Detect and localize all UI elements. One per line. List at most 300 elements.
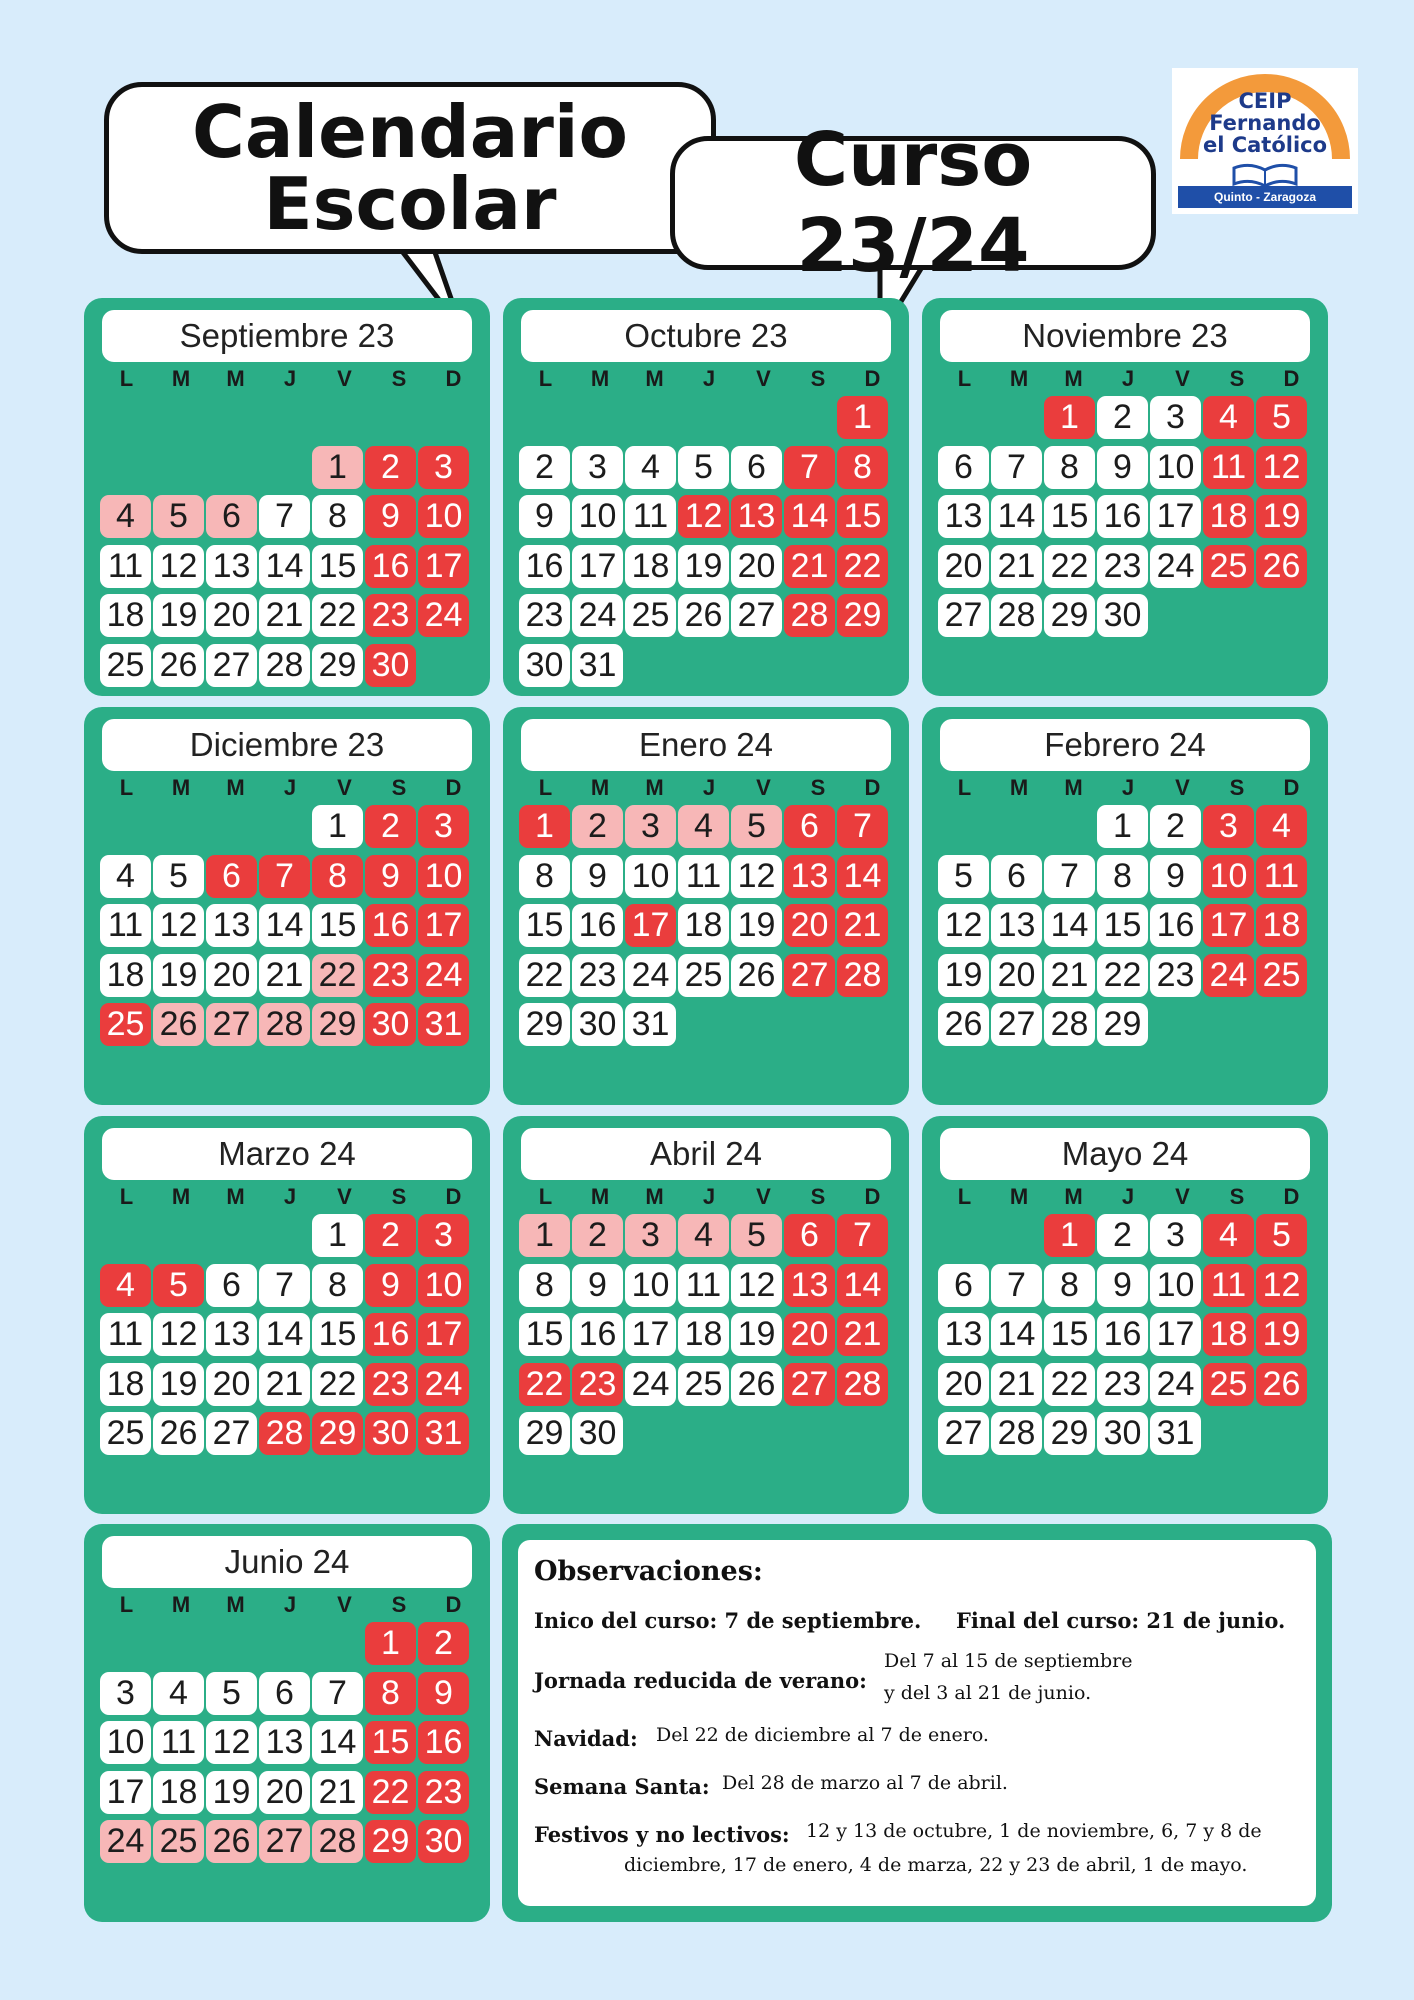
weekday-label: L (538, 1184, 553, 1209)
holiday-day-cell: 30 (365, 644, 416, 687)
month-title: Enero 24 (521, 719, 891, 771)
holiday-day-cell: 13 (784, 855, 835, 898)
empty-day-cell (731, 396, 782, 439)
empty-day-cell (1256, 594, 1307, 637)
empty-day-cell (784, 644, 835, 687)
day-cell: 18 (153, 1771, 204, 1814)
day-cell: 3 (100, 1672, 151, 1715)
logo-line-1: CEIP (1238, 89, 1292, 113)
holiday-day-cell: 26 (1256, 545, 1307, 588)
day-cell: 22 (312, 1363, 363, 1406)
day-cell: 2 (1150, 805, 1201, 848)
month-title: Mayo 24 (940, 1128, 1310, 1180)
day-cell: 12 (153, 545, 204, 588)
weekday-label: S (1229, 775, 1245, 800)
reduced-day-cell: 27 (206, 1003, 257, 1046)
day-cell: 12 (206, 1721, 257, 1764)
observations-panel (502, 1524, 1332, 1922)
empty-day-cell (678, 1412, 729, 1455)
weekday-label: M (1009, 1184, 1029, 1209)
holiday-day-cell: 14 (837, 1264, 888, 1307)
holiday-day-cell: 10 (418, 855, 469, 898)
holiday-day-cell: 19 (1256, 495, 1307, 538)
empty-day-cell (153, 1214, 204, 1257)
reduced-day-cell: 3 (625, 1214, 676, 1257)
day-cell: 3 (1150, 1214, 1201, 1257)
holiday-day-cell: 26 (1256, 1363, 1307, 1406)
empty-day-cell (519, 396, 570, 439)
holiday-day-cell: 5 (1256, 396, 1307, 439)
holiday-day-cell: 21 (784, 545, 835, 588)
reduced-day-cell: 2 (572, 1214, 623, 1257)
reduced-day-cell: 27 (259, 1820, 310, 1863)
day-cell: 28 (991, 1412, 1042, 1455)
reduced-day-cell: 28 (259, 1003, 310, 1046)
holiday-day-cell: 9 (365, 855, 416, 898)
weekday-label: D (1283, 775, 1300, 800)
day-cell: 28 (259, 644, 310, 687)
day-cell: 22 (1044, 545, 1095, 588)
day-cell: 20 (206, 1363, 257, 1406)
holiday-day-cell: 4 (100, 1264, 151, 1307)
reduced-day-cell: 25 (153, 1820, 204, 1863)
weekday-label: S (1229, 366, 1245, 391)
day-cell: 11 (678, 855, 729, 898)
easter-label: Semana Santa: (534, 1774, 710, 1799)
day-cell: 25 (678, 1363, 729, 1406)
weekday-label: M (226, 775, 245, 800)
day-cell: 20 (731, 545, 782, 588)
day-cell: 8 (1097, 855, 1148, 898)
day-grid (519, 805, 897, 1046)
holiday-day-cell: 9 (365, 1264, 416, 1307)
weekday-label: L (538, 366, 553, 391)
day-cell: 21 (1044, 954, 1095, 997)
weekday-label: V (756, 1184, 771, 1209)
reduced-day-cell: 22 (312, 954, 363, 997)
day-cell: 17 (100, 1771, 151, 1814)
empty-day-cell (837, 1003, 888, 1046)
holiday-day-cell: 4 (1203, 1214, 1254, 1257)
holiday-day-cell: 16 (418, 1721, 469, 1764)
empty-day-cell (259, 1214, 310, 1257)
day-grid (938, 396, 1316, 637)
day-cell: 6 (991, 855, 1042, 898)
holiday-day-cell: 25 (1203, 1363, 1254, 1406)
day-cell: 26 (153, 1412, 204, 1455)
day-cell: 15 (312, 545, 363, 588)
weekday-label: S (810, 775, 826, 800)
weekday-header (938, 1184, 1316, 1210)
holiday-day-cell: 3 (418, 446, 469, 489)
holiday-day-cell: 18 (1203, 1313, 1254, 1356)
day-cell: 18 (678, 904, 729, 947)
day-cell: 10 (572, 495, 623, 538)
day-cell: 26 (731, 1363, 782, 1406)
course-bubble (670, 117, 1156, 289)
empty-day-cell (259, 1622, 310, 1665)
weekday-label: M (590, 775, 610, 800)
empty-day-cell (153, 1622, 204, 1665)
day-cell: 26 (731, 954, 782, 997)
empty-day-cell (100, 396, 151, 439)
weekday-label: D (864, 1184, 881, 1209)
day-cell: 24 (1150, 1363, 1201, 1406)
month-title: Diciembre 23 (102, 719, 472, 771)
day-cell: 15 (519, 904, 570, 947)
day-cell: 21 (259, 954, 310, 997)
day-cell: 22 (1097, 954, 1148, 997)
day-cell: 25 (678, 954, 729, 997)
day-cell: 29 (1044, 1412, 1095, 1455)
day-cell: 10 (100, 1721, 151, 1764)
holiday-day-cell: 21 (837, 1313, 888, 1356)
day-cell: 15 (312, 1313, 363, 1356)
weekday-label: V (337, 366, 352, 391)
holiday-day-cell: 16 (365, 904, 416, 947)
day-cell: 26 (153, 644, 204, 687)
holiday-day-cell: 20 (784, 904, 835, 947)
day-cell: 12 (938, 904, 989, 947)
holiday-day-cell: 4 (1256, 805, 1307, 848)
weekday-label: L (119, 1184, 134, 1209)
holiday-day-cell: 11 (1203, 1264, 1254, 1307)
holiday-day-cell: 23 (365, 1363, 416, 1406)
holiday-day-cell: 25 (1203, 545, 1254, 588)
reduced-day-cell: 26 (153, 1003, 204, 1046)
weekday-label: V (337, 1592, 352, 1617)
weekday-header (100, 1184, 478, 1210)
empty-day-cell (418, 644, 469, 687)
observations-title: Observaciones: (534, 1556, 763, 1587)
day-cell: 15 (1044, 495, 1095, 538)
holiday-day-cell: 19 (1256, 1313, 1307, 1356)
holiday-day-cell: 23 (418, 1771, 469, 1814)
day-cell: 17 (572, 545, 623, 588)
day-cell: 21 (991, 1363, 1042, 1406)
day-grid (100, 1622, 478, 1863)
day-cell: 26 (938, 1003, 989, 1046)
month-title: Septiembre 23 (102, 310, 472, 362)
weekday-label: M (171, 1592, 191, 1617)
holiday-day-cell: 17 (1203, 904, 1254, 947)
holiday-day-cell: 7 (259, 855, 310, 898)
reduced-hours-label: Jornada reducida de verano: (534, 1668, 867, 1693)
day-cell: 11 (625, 495, 676, 538)
weekday-label: M (1009, 366, 1029, 391)
holiday-day-cell: 27 (784, 954, 835, 997)
holiday-day-cell: 8 (365, 1672, 416, 1715)
holiday-day-cell: 3 (1203, 805, 1254, 848)
day-cell: 19 (153, 954, 204, 997)
weekday-label: J (283, 366, 297, 391)
empty-day-cell (153, 396, 204, 439)
course-end: Final del curso: 21 de junio. (956, 1608, 1286, 1633)
holidays-line-1: 12 y 13 de octubre, 1 de noviembre, 6, 7 y 8 de (806, 1820, 1262, 1842)
empty-day-cell (991, 805, 1042, 848)
reduced-day-cell: 1 (519, 1214, 570, 1257)
empty-day-cell (206, 805, 257, 848)
day-cell: 9 (572, 1264, 623, 1307)
day-cell: 11 (100, 1313, 151, 1356)
day-cell: 6 (259, 1672, 310, 1715)
day-cell: 22 (312, 594, 363, 637)
day-cell: 7 (312, 1672, 363, 1715)
month-title: Octubre 23 (521, 310, 891, 362)
holidays-line-2: diciembre, 17 de enero, 4 de marza, 22 y 23 de abril, 1 de mayo. (624, 1854, 1248, 1876)
day-cell: 2 (1097, 396, 1148, 439)
empty-day-cell (206, 396, 257, 439)
day-cell: 1 (312, 1214, 363, 1257)
holiday-day-cell: 6 (784, 805, 835, 848)
day-cell: 16 (1150, 904, 1201, 947)
holiday-day-cell: 23 (365, 594, 416, 637)
day-cell: 17 (1150, 495, 1201, 538)
weekday-header (519, 775, 897, 801)
month-title: Marzo 24 (102, 1128, 472, 1180)
weekday-label: L (957, 366, 972, 391)
day-cell: 18 (625, 545, 676, 588)
day-cell: 5 (678, 446, 729, 489)
holiday-day-cell: 28 (837, 954, 888, 997)
weekday-label: S (391, 1184, 407, 1209)
weekday-label: J (283, 1184, 297, 1209)
month-panel (922, 1116, 1328, 1514)
weekday-label: J (1121, 366, 1135, 391)
holiday-day-cell: 17 (418, 545, 469, 588)
day-cell: 14 (259, 1313, 310, 1356)
day-cell: 31 (625, 1003, 676, 1046)
day-cell: 30 (1097, 594, 1148, 637)
empty-day-cell (206, 1622, 257, 1665)
day-cell: 8 (519, 1264, 570, 1307)
empty-day-cell (100, 1622, 151, 1665)
logo-location-band: Quinto - Zaragoza (1178, 186, 1352, 208)
holiday-day-cell: 12 (1256, 446, 1307, 489)
holiday-day-cell: 25 (100, 1003, 151, 1046)
day-cell: 11 (678, 1264, 729, 1307)
month-panel (503, 707, 909, 1105)
weekday-label: J (702, 775, 716, 800)
holiday-day-cell: 5 (153, 1264, 204, 1307)
empty-day-cell (259, 805, 310, 848)
title-line-2: Escolar (263, 162, 557, 246)
holiday-day-cell: 5 (1256, 1214, 1307, 1257)
holiday-day-cell: 14 (837, 855, 888, 898)
day-cell: 12 (153, 904, 204, 947)
holiday-day-cell: 28 (784, 594, 835, 637)
day-cell: 24 (625, 1363, 676, 1406)
empty-day-cell (731, 1412, 782, 1455)
day-cell: 7 (991, 1264, 1042, 1307)
day-cell: 10 (1150, 446, 1201, 489)
weekday-label: V (1175, 775, 1190, 800)
day-cell: 14 (312, 1721, 363, 1764)
christmas-label: Navidad: (534, 1726, 638, 1751)
day-cell: 9 (572, 855, 623, 898)
day-grid (938, 805, 1316, 1046)
holiday-day-cell: 16 (365, 545, 416, 588)
holiday-day-cell: 3 (418, 1214, 469, 1257)
holiday-day-cell: 11 (1256, 855, 1307, 898)
day-cell: 2 (519, 446, 570, 489)
weekday-label: M (1064, 366, 1083, 391)
day-grid (519, 396, 897, 687)
observations-card (518, 1540, 1316, 1906)
day-cell: 23 (572, 954, 623, 997)
empty-day-cell (572, 396, 623, 439)
easter-value: Del 28 de marzo al 7 de abril. (722, 1772, 1008, 1794)
holidays-label: Festivos y no lectivos: (534, 1822, 790, 1847)
empty-day-cell (678, 644, 729, 687)
day-cell: 22 (1044, 1363, 1095, 1406)
reduced-day-cell: 2 (572, 805, 623, 848)
day-cell: 8 (519, 855, 570, 898)
empty-day-cell (1203, 1412, 1254, 1455)
logo-line-3: el Católico (1202, 133, 1328, 157)
holiday-day-cell: 23 (572, 1363, 623, 1406)
day-cell: 4 (100, 855, 151, 898)
weekday-label: L (119, 1592, 134, 1617)
day-cell: 25 (100, 644, 151, 687)
reduced-day-cell: 26 (206, 1820, 257, 1863)
day-cell: 12 (731, 855, 782, 898)
weekday-header (938, 775, 1316, 801)
day-cell: 21 (991, 545, 1042, 588)
day-cell: 17 (1150, 1313, 1201, 1356)
weekday-label: J (283, 775, 297, 800)
day-grid (938, 1214, 1316, 1455)
holiday-day-cell: 24 (1203, 954, 1254, 997)
empty-day-cell (1044, 805, 1095, 848)
day-cell: 6 (938, 446, 989, 489)
empty-day-cell (1150, 1003, 1201, 1046)
holiday-day-cell: 10 (1203, 855, 1254, 898)
day-cell: 3 (572, 446, 623, 489)
day-cell: 13 (938, 1313, 989, 1356)
weekday-label: D (864, 775, 881, 800)
holiday-day-cell: 9 (365, 495, 416, 538)
day-cell: 24 (572, 594, 623, 637)
weekday-label: V (756, 366, 771, 391)
month-panel (503, 1116, 909, 1514)
empty-day-cell (731, 1003, 782, 1046)
holiday-day-cell: 30 (365, 1003, 416, 1046)
reduced-day-cell: 5 (153, 495, 204, 538)
day-cell: 18 (100, 594, 151, 637)
school-logo (1172, 68, 1358, 214)
month-panel (922, 707, 1328, 1105)
holiday-day-cell: 28 (837, 1363, 888, 1406)
empty-day-cell (1203, 1003, 1254, 1046)
holiday-day-cell: 1 (365, 1622, 416, 1665)
empty-day-cell (991, 1214, 1042, 1257)
day-cell: 19 (678, 545, 729, 588)
empty-day-cell (206, 1214, 257, 1257)
weekday-label: V (756, 775, 771, 800)
holiday-day-cell: 2 (365, 1214, 416, 1257)
holiday-day-cell: 1 (1044, 396, 1095, 439)
day-cell: 27 (938, 1412, 989, 1455)
holiday-day-cell: 10 (418, 1264, 469, 1307)
holiday-day-cell: 30 (418, 1820, 469, 1863)
holiday-day-cell: 1 (519, 805, 570, 848)
empty-day-cell (100, 446, 151, 489)
weekday-header (100, 775, 478, 801)
day-cell: 21 (259, 1363, 310, 1406)
holiday-day-cell: 15 (365, 1721, 416, 1764)
empty-day-cell (784, 1003, 835, 1046)
day-cell: 14 (259, 545, 310, 588)
day-cell: 2 (1097, 1214, 1148, 1257)
day-cell: 27 (206, 644, 257, 687)
day-cell: 6 (938, 1264, 989, 1307)
holiday-day-cell: 17 (625, 904, 676, 947)
day-cell: 19 (153, 1363, 204, 1406)
day-cell: 28 (1044, 1003, 1095, 1046)
holiday-day-cell: 15 (837, 495, 888, 538)
holiday-day-cell: 2 (418, 1622, 469, 1665)
day-cell: 20 (938, 1363, 989, 1406)
weekday-label: S (391, 1592, 407, 1617)
day-cell: 6 (731, 446, 782, 489)
holiday-day-cell: 29 (312, 1412, 363, 1455)
day-cell: 7 (259, 1264, 310, 1307)
day-cell: 13 (938, 495, 989, 538)
month-panel (503, 298, 909, 696)
weekday-label: M (1009, 775, 1029, 800)
weekday-label: S (391, 366, 407, 391)
day-cell: 31 (572, 644, 623, 687)
weekday-label: M (171, 1184, 191, 1209)
day-cell: 20 (938, 545, 989, 588)
holiday-day-cell: 11 (1203, 446, 1254, 489)
day-cell: 29 (1044, 594, 1095, 637)
empty-day-cell (100, 1214, 151, 1257)
day-cell: 18 (100, 1363, 151, 1406)
day-cell: 8 (312, 495, 363, 538)
empty-day-cell (678, 396, 729, 439)
weekday-label: V (337, 1184, 352, 1209)
day-cell: 20 (206, 594, 257, 637)
holiday-day-cell: 1 (837, 396, 888, 439)
day-cell: 11 (100, 545, 151, 588)
day-cell: 8 (1044, 446, 1095, 489)
day-cell: 15 (1097, 904, 1148, 947)
christmas-value: Del 22 de diciembre al 7 de enero. (656, 1724, 989, 1746)
month-panel (922, 298, 1328, 696)
month-title: Junio 24 (102, 1536, 472, 1588)
holiday-day-cell: 24 (418, 594, 469, 637)
holiday-day-cell: 30 (365, 1412, 416, 1455)
holiday-day-cell: 22 (837, 545, 888, 588)
holiday-day-cell: 25 (1256, 954, 1307, 997)
holiday-day-cell: 17 (418, 904, 469, 947)
day-cell: 3 (1150, 396, 1201, 439)
day-grid (519, 1214, 897, 1455)
day-grid (100, 805, 478, 1046)
weekday-header (100, 366, 478, 392)
holiday-day-cell: 18 (1203, 495, 1254, 538)
reduced-day-cell: 6 (206, 495, 257, 538)
reduced-day-cell: 28 (312, 1820, 363, 1863)
holiday-day-cell: 3 (418, 805, 469, 848)
empty-day-cell (1256, 1003, 1307, 1046)
weekday-label: V (1175, 1184, 1190, 1209)
day-cell: 20 (991, 954, 1042, 997)
holiday-day-cell: 31 (418, 1003, 469, 1046)
day-cell: 8 (1044, 1264, 1095, 1307)
